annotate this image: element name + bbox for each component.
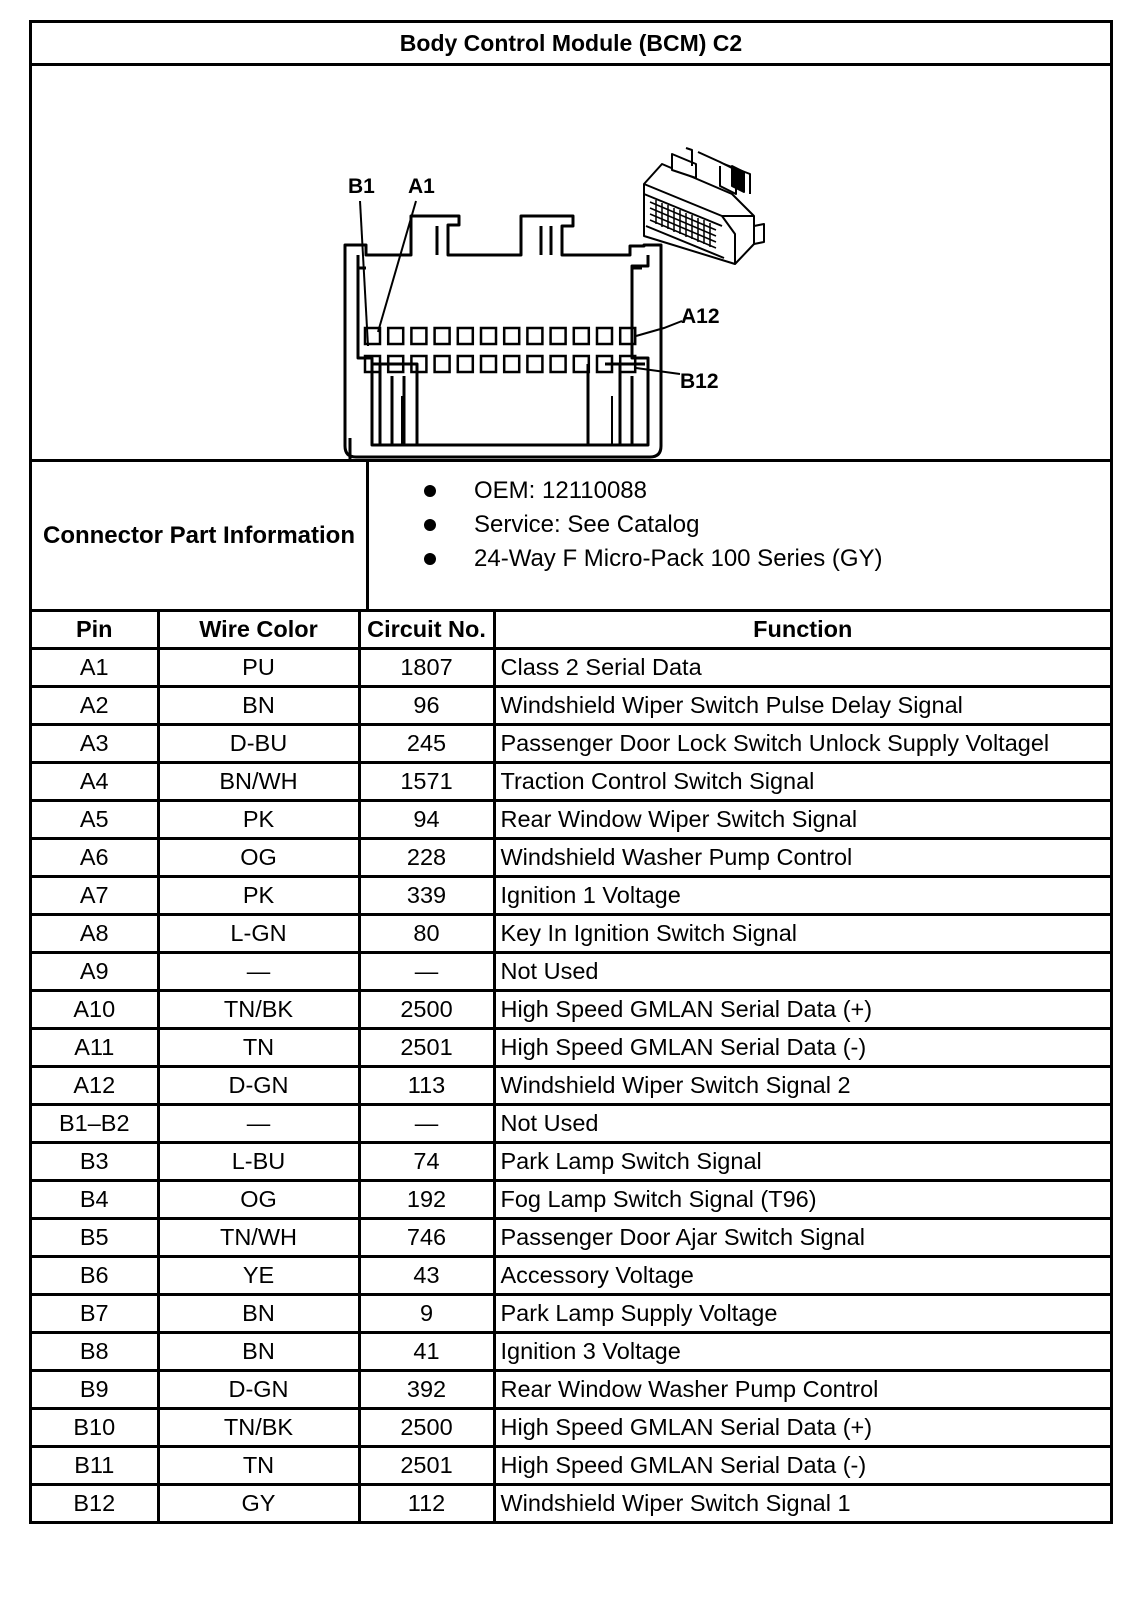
info-item xyxy=(369,508,1110,542)
pin-cavity xyxy=(435,328,450,344)
pin-cell: A6 xyxy=(32,839,158,877)
pin-cell: A10 xyxy=(32,991,158,1029)
function-cell: High Speed GMLAN Serial Data (-) xyxy=(494,1447,1110,1485)
circuit-cell: 112 xyxy=(359,1485,494,1522)
pin-cavity xyxy=(551,356,566,372)
pin-cell: B7 xyxy=(32,1295,158,1333)
pin-cell: A3 xyxy=(32,725,158,763)
circuit-cell: 94 xyxy=(359,801,494,839)
wire-color-cell: L-GN xyxy=(158,915,359,953)
function-cell: Fog Lamp Switch Signal (T96) xyxy=(494,1181,1110,1219)
function-cell: Passenger Door Lock Switch Unlock Supply Voltagel xyxy=(494,725,1110,763)
function-cell: High Speed GMLAN Serial Data (-) xyxy=(494,1029,1110,1067)
wire-color-cell: TN xyxy=(158,1029,359,1067)
pin-cell: B1–B2 xyxy=(32,1105,158,1143)
function-cell: Passenger Door Ajar Switch Signal xyxy=(494,1219,1110,1257)
function-cell: Park Lamp Switch Signal xyxy=(494,1143,1110,1181)
circuit-cell: — xyxy=(359,1105,494,1143)
wire-color-cell: PK xyxy=(158,801,359,839)
wire-color-cell: BN xyxy=(158,1295,359,1333)
pin-cavity xyxy=(551,328,566,344)
wire-color-cell: BN/WH xyxy=(158,763,359,801)
function-cell: Not Used xyxy=(494,1105,1110,1143)
table-row xyxy=(32,1181,1110,1219)
function-cell: Class 2 Serial Data xyxy=(494,649,1110,687)
connector-sheet xyxy=(29,20,1113,1524)
bullet-icon xyxy=(424,485,436,497)
header-pin: Pin xyxy=(32,612,158,649)
circuit-cell: 339 xyxy=(359,877,494,915)
table-row xyxy=(32,953,1110,991)
info-item xyxy=(369,542,1110,576)
wire-color-cell: OG xyxy=(158,839,359,877)
pin-cell: A8 xyxy=(32,915,158,953)
pin-cavity xyxy=(597,328,612,344)
wire-color-cell: BN xyxy=(158,687,359,725)
header-function: Function xyxy=(494,612,1110,649)
pin-cavity xyxy=(411,328,426,344)
function-cell: Windshield Wiper Switch Pulse Delay Signal xyxy=(494,687,1110,725)
table-row xyxy=(32,725,1110,763)
pin-cell: A4 xyxy=(32,763,158,801)
circuit-cell: 74 xyxy=(359,1143,494,1181)
table-row xyxy=(32,1257,1110,1295)
circuit-cell: 1807 xyxy=(359,649,494,687)
pin-cell: B10 xyxy=(32,1409,158,1447)
info-item-text: Service: See Catalog xyxy=(474,511,700,538)
circuit-cell: 96 xyxy=(359,687,494,725)
function-cell: Ignition 3 Voltage xyxy=(494,1333,1110,1371)
pin-cavity xyxy=(458,328,473,344)
header-wire-color: Wire Color xyxy=(158,612,359,649)
label-a12: A12 xyxy=(681,305,720,328)
pin-cell: A7 xyxy=(32,877,158,915)
pin-cell: B11 xyxy=(32,1447,158,1485)
wire-color-cell: PK xyxy=(158,877,359,915)
circuit-cell: 392 xyxy=(359,1371,494,1409)
table-row xyxy=(32,1409,1110,1447)
wire-color-cell: TN/BK xyxy=(158,991,359,1029)
pin-cell: B6 xyxy=(32,1257,158,1295)
pin-cell: A9 xyxy=(32,953,158,991)
connector-diagram xyxy=(32,66,1110,462)
table-row xyxy=(32,801,1110,839)
info-item-text: OEM: 12110088 xyxy=(474,477,648,504)
wire-color-cell: — xyxy=(158,1105,359,1143)
circuit-cell: 228 xyxy=(359,839,494,877)
circuit-cell: 2500 xyxy=(359,1409,494,1447)
wire-color-cell: BN xyxy=(158,1333,359,1371)
circuit-cell: 2501 xyxy=(359,1447,494,1485)
b1-leader-line xyxy=(360,201,368,346)
circuit-cell: 80 xyxy=(359,915,494,953)
pin-cavity xyxy=(435,356,450,372)
function-cell: Accessory Voltage xyxy=(494,1257,1110,1295)
bullet-icon xyxy=(424,553,436,565)
circuit-cell: 245 xyxy=(359,725,494,763)
table-row xyxy=(32,1029,1110,1067)
wire-color-cell: PU xyxy=(158,649,359,687)
function-cell: Rear Window Wiper Switch Signal xyxy=(494,801,1110,839)
table-row xyxy=(32,991,1110,1029)
pin-cell: A11 xyxy=(32,1029,158,1067)
circuit-cell: 192 xyxy=(359,1181,494,1219)
function-cell: Windshield Washer Pump Control xyxy=(494,839,1110,877)
pin-cavity xyxy=(504,356,519,372)
connector-face-drawing xyxy=(32,66,1110,459)
function-cell: Traction Control Switch Signal xyxy=(494,763,1110,801)
table-row xyxy=(32,915,1110,953)
table-row xyxy=(32,1143,1110,1181)
wire-color-cell: D-GN xyxy=(158,1067,359,1105)
table-row xyxy=(32,1295,1110,1333)
circuit-cell: 1571 xyxy=(359,763,494,801)
wire-color-cell: D-GN xyxy=(158,1371,359,1409)
label-b12: B12 xyxy=(680,370,719,393)
circuit-cell: 43 xyxy=(359,1257,494,1295)
connector-info-label: Connector Part Information xyxy=(32,462,369,609)
pin-cell: A2 xyxy=(32,687,158,725)
circuit-cell: — xyxy=(359,953,494,991)
info-item xyxy=(369,474,1110,508)
pin-cell: A12 xyxy=(32,1067,158,1105)
a1-leader-line xyxy=(378,201,416,332)
table-row xyxy=(32,1219,1110,1257)
sheet-title: Body Control Module (BCM) C2 xyxy=(32,23,1110,66)
wire-color-cell: TN/BK xyxy=(158,1409,359,1447)
table-row xyxy=(32,1333,1110,1371)
pin-cavity xyxy=(481,328,496,344)
circuit-cell: 113 xyxy=(359,1067,494,1105)
pin-cavity xyxy=(504,328,519,344)
pin-cavity xyxy=(527,328,542,344)
table-row xyxy=(32,877,1110,915)
function-cell: High Speed GMLAN Serial Data (+) xyxy=(494,991,1110,1029)
connector-part-info xyxy=(32,462,1110,612)
pinout-header-row xyxy=(32,612,1110,649)
table-row xyxy=(32,649,1110,687)
info-item-text: 24-Way F Micro-Pack 100 Series (GY) xyxy=(474,545,883,572)
a12-leader-line xyxy=(636,321,682,336)
table-row xyxy=(32,1485,1110,1522)
pin-cell: B8 xyxy=(32,1333,158,1371)
circuit-cell: 2500 xyxy=(359,991,494,1029)
table-row xyxy=(32,763,1110,801)
circuit-cell: 746 xyxy=(359,1219,494,1257)
pinout-table xyxy=(32,612,1110,1521)
pin-cavity xyxy=(574,328,589,344)
function-cell: Not Used xyxy=(494,953,1110,991)
wire-color-cell: YE xyxy=(158,1257,359,1295)
wire-color-cell: TN xyxy=(158,1447,359,1485)
wire-color-cell: L-BU xyxy=(158,1143,359,1181)
pin-cavity xyxy=(481,356,496,372)
table-row xyxy=(32,839,1110,877)
table-row xyxy=(32,1371,1110,1409)
function-cell: Windshield Wiper Switch Signal 2 xyxy=(494,1067,1110,1105)
function-cell: Rear Window Washer Pump Control xyxy=(494,1371,1110,1409)
pin-cell: A5 xyxy=(32,801,158,839)
wire-color-cell: OG xyxy=(158,1181,359,1219)
circuit-cell: 41 xyxy=(359,1333,494,1371)
table-row xyxy=(32,687,1110,725)
wire-color-cell: D-BU xyxy=(158,725,359,763)
table-row xyxy=(32,1105,1110,1143)
pin-cell: B9 xyxy=(32,1371,158,1409)
pin-cavity xyxy=(527,356,542,372)
pin-cell: B3 xyxy=(32,1143,158,1181)
function-cell: Park Lamp Supply Voltage xyxy=(494,1295,1110,1333)
pin-cavity xyxy=(388,328,403,344)
function-cell: Windshield Wiper Switch Signal 1 xyxy=(494,1485,1110,1522)
header-circuit: Circuit No. xyxy=(359,612,494,649)
circuit-cell: 2501 xyxy=(359,1029,494,1067)
label-a1: A1 xyxy=(408,175,435,198)
label-b1: B1 xyxy=(348,175,375,198)
pin-cell: A1 xyxy=(32,649,158,687)
function-cell: High Speed GMLAN Serial Data (+) xyxy=(494,1409,1110,1447)
bullet-icon xyxy=(424,519,436,531)
table-row xyxy=(32,1067,1110,1105)
table-row xyxy=(32,1447,1110,1485)
pin-cavity xyxy=(458,356,473,372)
circuit-cell: 9 xyxy=(359,1295,494,1333)
function-cell: Key In Ignition Switch Signal xyxy=(494,915,1110,953)
connector-info-list xyxy=(369,462,1110,609)
wire-color-cell: GY xyxy=(158,1485,359,1522)
pin-cell: B12 xyxy=(32,1485,158,1522)
b12-leader-line xyxy=(636,368,680,374)
function-cell: Ignition 1 Voltage xyxy=(494,877,1110,915)
wire-color-cell: TN/WH xyxy=(158,1219,359,1257)
pin-cell: B5 xyxy=(32,1219,158,1257)
pin-cell: B4 xyxy=(32,1181,158,1219)
wire-color-cell: — xyxy=(158,953,359,991)
